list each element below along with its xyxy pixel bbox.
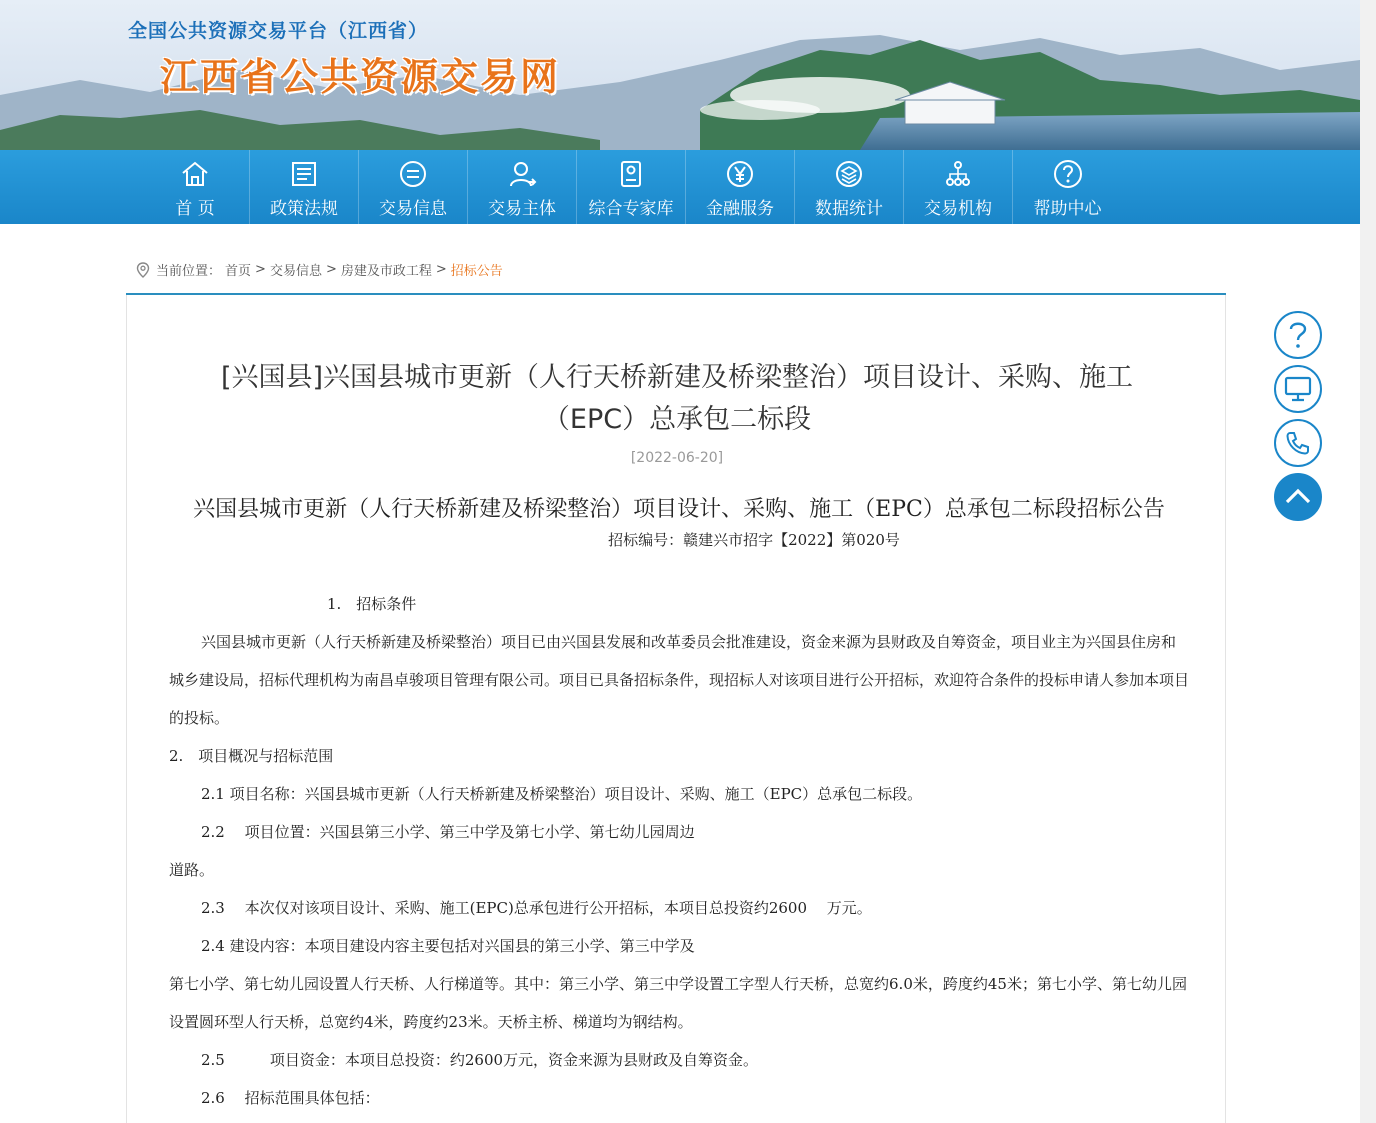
- breadcrumb-prefix: 当前位置：: [156, 264, 222, 279]
- paragraph: 2.5 项目资金：本项目总投资：约2600万元，资金来源为县财政及自筹资金。: [201, 1051, 759, 1069]
- breadcrumb: [136, 260, 507, 279]
- paragraph: 2.3 本次仅对该项目设计、采购、施工(EPC)总承包进行公开招标，本项目总投资约2600 万元。: [201, 899, 872, 917]
- nav-item-expert-library[interactable]: [577, 150, 686, 224]
- breadcrumb-link-construction[interactable]: 房建及市政工程: [340, 264, 432, 279]
- paragraph: 第七小学、第七幼儿园设置人行天桥、人行梯道等。其中：第三小学、第三中学设置工字型人行天桥，总宽约6.0米，跨度约45米；第七小学、第七幼儿园设置圆环型人行天桥，总宽约4米，跨度约23米。天桥主桥、梯道均为钢结构。: [169, 975, 1187, 1031]
- monitor-icon: [1284, 376, 1312, 402]
- paragraph: 2.1 项目名称：兴国县城市更新（人行天桥新建及桥梁整治）项目设计、采购、施工（EPC）总承包二标段。: [201, 785, 923, 803]
- nav-item-institutions[interactable]: [904, 150, 1013, 224]
- article-body: [169, 495, 1190, 1107]
- site-title[interactable]: 江西省公共资源交易网: [160, 55, 561, 99]
- list-circle-icon: [397, 158, 429, 190]
- user-icon: [506, 158, 538, 190]
- document-icon: [288, 158, 320, 190]
- nav-label: 交易机构: [924, 199, 992, 219]
- breadcrumb-separator: >: [255, 262, 266, 277]
- back-to-top-button[interactable]: [1274, 473, 1322, 521]
- header-banner: [0, 0, 1360, 150]
- help-float-button[interactable]: [1274, 311, 1322, 359]
- nav-label: 交易信息: [379, 199, 447, 219]
- paragraph: 2.4 建设内容：本项目建设内容主要包括对兴国县的第三小学、第三中学及: [201, 937, 695, 955]
- phone-icon: [1285, 430, 1311, 456]
- nav-label: 首 页: [175, 199, 215, 219]
- breadcrumb-link-home[interactable]: 首页: [225, 264, 252, 279]
- nav-item-finance[interactable]: [686, 150, 795, 224]
- paragraph: 兴国县城市更新（人行天桥新建及桥梁整治）项目已由兴国县发展和改革委员会批准建设，资金来源为县财政及自筹资金，项目业主为兴国县住房和城乡建设局，招标代理机构为南昌卓骏项目管理有限公司。项目已具备招标条件，现招标人对该项目进行公开招标，欢迎符合条件的投标申请人参加本项目的投标。: [169, 633, 1190, 727]
- question-icon: [1285, 320, 1311, 350]
- question-icon: [1052, 158, 1084, 190]
- nav-item-help[interactable]: [1013, 150, 1122, 224]
- breadcrumb-link-trade-info[interactable]: 交易信息: [269, 264, 322, 279]
- nav-label: 交易主体: [488, 199, 556, 219]
- location-pin-icon: [136, 262, 150, 278]
- doc-heading: 兴国县城市更新（人行天桥新建及桥梁整治）项目设计、采购、施工（EPC）总承包二标段招标公告: [193, 497, 1165, 522]
- paragraph: 2.6 招标范围具体包括：: [201, 1089, 380, 1107]
- home-icon: [179, 158, 211, 190]
- page-scrollbar[interactable]: [1360, 0, 1376, 1123]
- nav-label: 数据统计: [815, 199, 883, 219]
- yen-icon: [724, 158, 756, 190]
- main-nav: [0, 150, 1360, 224]
- phone-float-button[interactable]: [1274, 419, 1322, 467]
- nav-label: 帮助中心: [1033, 199, 1102, 219]
- article-date: [2022-06-20]: [630, 450, 724, 466]
- nav-label: 综合专家库: [588, 199, 674, 219]
- nav-item-trade-subject[interactable]: [468, 150, 577, 224]
- id-card-icon: [615, 158, 647, 190]
- nav-label: 政策法规: [270, 199, 338, 219]
- nav-item-home[interactable]: [141, 150, 250, 224]
- nav-item-statistics[interactable]: [795, 150, 904, 224]
- nav-item-trade-info[interactable]: [359, 150, 468, 224]
- org-chart-icon: [942, 158, 974, 190]
- nav-label: 金融服务: [706, 199, 774, 219]
- platform-subtitle: 全国公共资源交易平台（江西省）: [128, 20, 429, 42]
- paragraph: 道路。: [169, 861, 215, 879]
- breadcrumb-separator: >: [435, 262, 447, 277]
- breadcrumb-current[interactable]: 招标公告: [450, 264, 503, 279]
- chevron-up-icon: [1284, 487, 1312, 507]
- section-heading-2: 2. 项目概况与招标范围: [169, 747, 334, 765]
- nav-item-policy[interactable]: [250, 150, 359, 224]
- article-title: [兴国县]兴国县城市更新（人行天桥新建及桥梁整治）项目设计、采购、施工（EPC）总承包二标段: [220, 362, 1134, 435]
- layers-icon: [833, 158, 865, 190]
- breadcrumb-separator: >: [325, 262, 337, 277]
- section-heading-1: 1. 招标条件: [327, 595, 417, 613]
- monitor-float-button[interactable]: [1274, 365, 1322, 413]
- article-container: [126, 295, 1226, 1123]
- doc-number: 招标编号：赣建兴市招字【2022】第020号: [608, 531, 900, 549]
- paragraph: 2.2 项目位置：兴国县第三小学、第三中学及第七小学、第七幼儿园周边: [201, 823, 695, 841]
